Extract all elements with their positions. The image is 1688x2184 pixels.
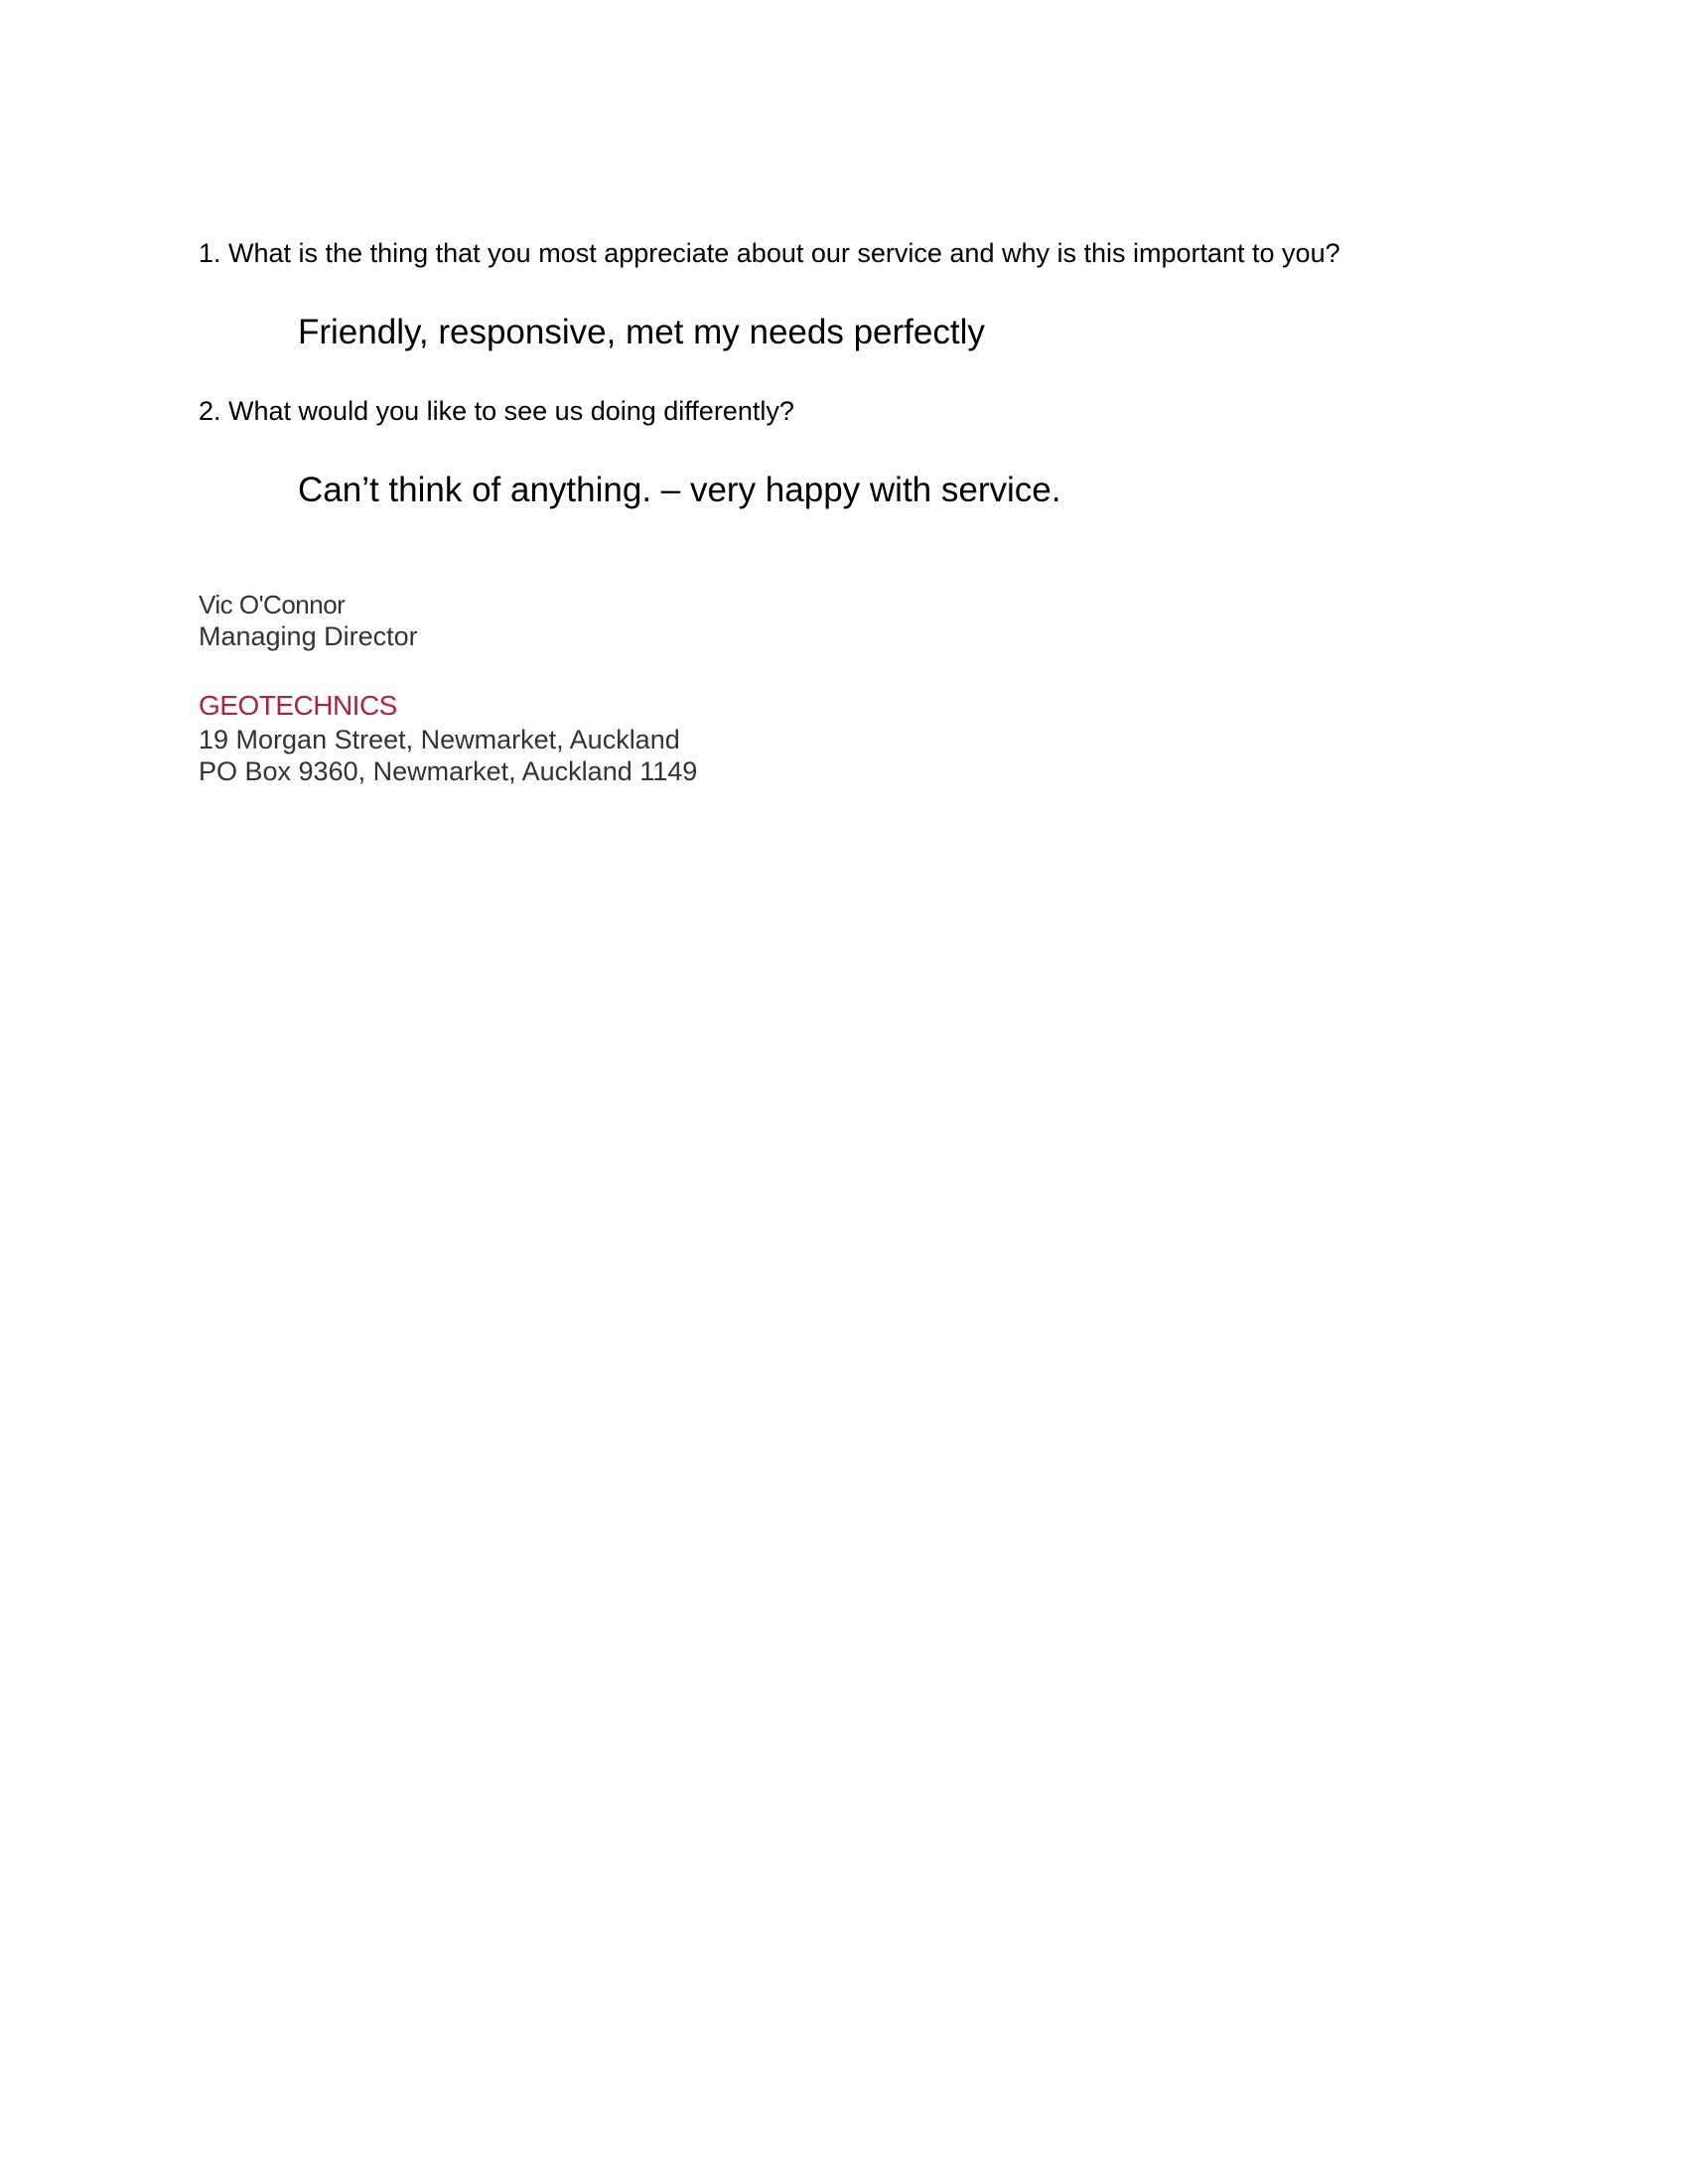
signature-address-line-2: PO Box 9360, Newmarket, Auckland 1149 bbox=[199, 756, 698, 786]
answer-1: Friendly, responsive, met my needs perfectly bbox=[298, 313, 985, 351]
signature-company: GEOTECHNICS bbox=[199, 690, 397, 721]
signature-name: Vic O'Connor bbox=[199, 590, 346, 619]
question-2: 2. What would you like to see us doing differently? bbox=[199, 396, 794, 426]
question-1: 1. What is the thing that you most appreciate about our service and why is this important to you? bbox=[199, 238, 1340, 268]
answer-2: Can’t think of anything. – very happy with service. bbox=[298, 471, 1061, 509]
signature-title: Managing Director bbox=[199, 621, 418, 651]
signature-address-line-1: 19 Morgan Street, Newmarket, Auckland bbox=[199, 725, 680, 754]
